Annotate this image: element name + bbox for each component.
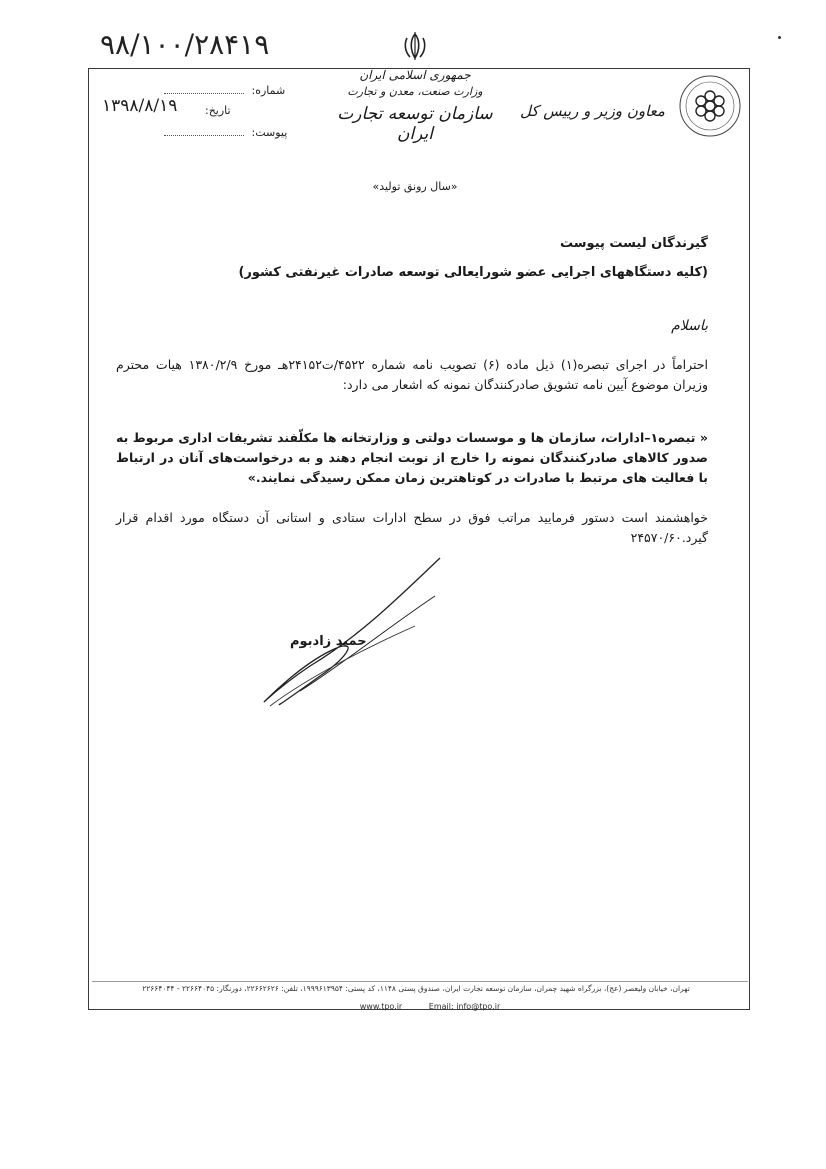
number-label: شماره: bbox=[251, 84, 286, 97]
iran-emblem-icon bbox=[400, 30, 430, 62]
date-label: تاریخ: bbox=[205, 104, 231, 117]
paragraph-1: احتراماً در اجرای تبصره(۱) ذیل ماده (۶) تصویب نامه شماره ۴۵۲۲/ت۲۴۱۵۲هـ مورخ ۱۳۸۰/۲/۹ هیات محترم وزیران موضوع آیین نامه تشویق صادرکنندگان نمونه که اشعار می دارد: bbox=[116, 357, 708, 392]
footer-contacts bbox=[330, 1002, 530, 1011]
number-dots bbox=[164, 93, 244, 94]
greeting: باسلام bbox=[671, 318, 708, 334]
number-field bbox=[160, 84, 285, 97]
recipients-title: گیرندگان لیست پیوست bbox=[560, 236, 708, 251]
ministry-name: وزارت صنعت، معدن و تجارت bbox=[347, 85, 483, 98]
signatory-name: حمید زادبوم bbox=[290, 634, 367, 649]
deputy-title: معاون وزیر و رییس کل bbox=[520, 102, 665, 120]
organization-name: سازمان توسعه تجارت ایران bbox=[337, 104, 493, 144]
paragraph-2-quote: « تبصره۱–ادارات، سازمان ها و موسسات دولتی و وزارتخانه ها مکلّفند تشریفات اداری مربوط به صدور کالاهای صادرکنندگان نمونه را خارج از نوبت انجام دهند و به درخواست‌های آنان در ارتباط با فعالیت های مرتبط با صادرات در کوتاهترین زمان ممکن رسیدگی نمایند.» bbox=[116, 430, 708, 485]
tpo-logo-icon bbox=[678, 74, 742, 138]
date-value: ۱۳۹۸/۸/۱۹ bbox=[102, 96, 178, 116]
attachment-label: پیوست: bbox=[251, 126, 288, 139]
paragraph-3: خواهشمند است دستور فرمایید مراتب فوق در سطح ادارات ستادی و استانی آن دستگاه مورد اقدام قرار گیرد.۲۴۵۷۰/۶۰ bbox=[116, 510, 708, 545]
organization-heading bbox=[330, 30, 500, 144]
attachment-dots bbox=[164, 135, 244, 136]
republic-name: جمهوری اسلامی ایران bbox=[359, 68, 471, 82]
recipients-subtitle: (کلیه دستگاههای اجرایی عضو شورایعالی توسعه صادرات غیرنفتی کشور) bbox=[238, 265, 708, 280]
recipients-block bbox=[238, 236, 708, 280]
footer-address: تهران، خیابان ولیعصر (عج)، بزرگراه شهید چمران، سازمان توسعه تجارت ایران، صندوق پستی ۱۱۴۸، کد پستی: ۱۹۹۹۶۱۳۹۵۴، تلفن: ۲۲۶۶۲۶۲۶، دورنگار: ۲۲۶۶۴۰۴۵ - ۲۲۶۶۴۰۴۴ bbox=[142, 984, 690, 993]
handwritten-reference-number: ۹۸/۱۰۰/۲۸۴۱۹ bbox=[100, 28, 270, 61]
footer-website[interactable]: www.tpo.ir bbox=[359, 1002, 403, 1011]
year-slogan: «سال رونق تولید» bbox=[372, 180, 458, 193]
scan-speck bbox=[778, 36, 781, 39]
footer-email[interactable]: Email: info@tpo.ir bbox=[428, 1002, 501, 1011]
attachment-field bbox=[160, 126, 287, 139]
footer-divider bbox=[92, 981, 748, 982]
